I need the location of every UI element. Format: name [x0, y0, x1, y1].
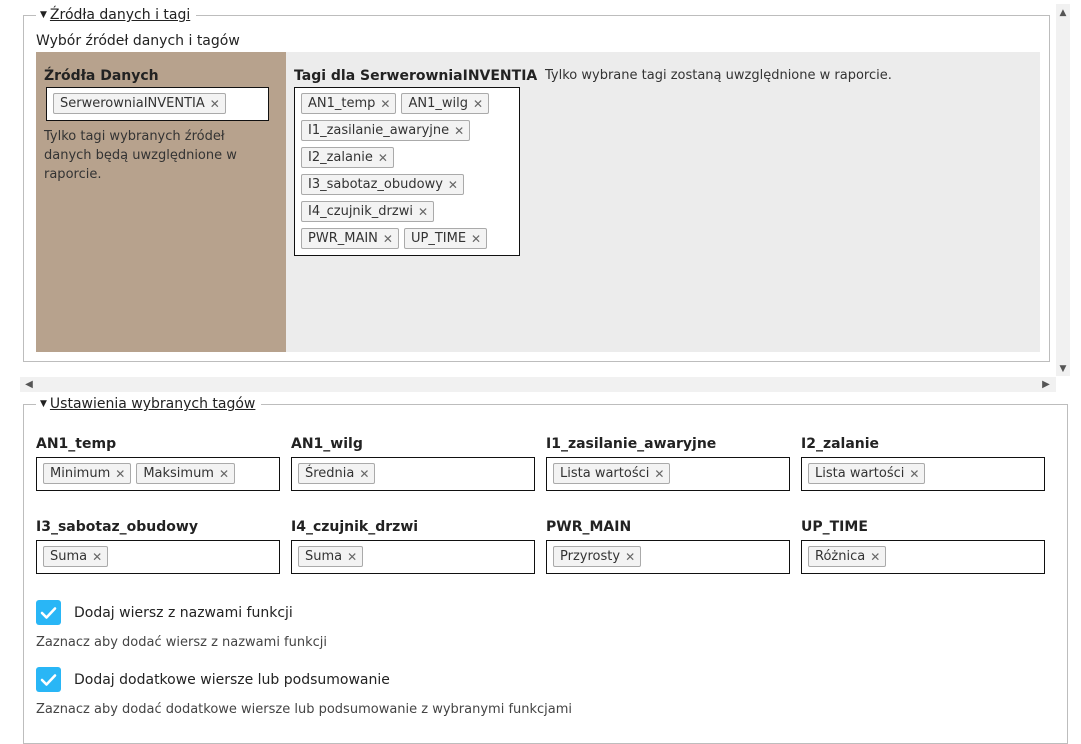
remove-icon[interactable]: ✕ — [454, 123, 465, 138]
tag-chip[interactable] — [404, 228, 487, 249]
tag-setting-name: I4_czujnik_drzwi — [291, 519, 419, 535]
summary-checkbox[interactable] — [36, 667, 61, 692]
sources-tags-panels — [36, 52, 1040, 352]
summary-description: Zaznacz aby dodać dodatkowe wiersze lub podsumowanie z wybranymi funkcjami — [36, 702, 573, 717]
source-chip[interactable] — [53, 93, 226, 114]
sources-legend[interactable] — [36, 7, 196, 23]
function-names-label[interactable]: Dodaj wiersz z nazwami funkcji — [74, 604, 293, 621]
tag-setting-pwr-main — [546, 519, 790, 574]
function-select[interactable] — [801, 457, 1045, 491]
function-select[interactable] — [36, 540, 280, 574]
tag-setting-an1-wilg — [291, 436, 535, 491]
remove-icon[interactable]: ✕ — [377, 150, 388, 165]
remove-icon[interactable]: ✕ — [218, 466, 230, 481]
tag-setting-name: I3_sabotaz_obudowy — [36, 519, 198, 535]
tag-setting-name: UP_TIME — [801, 519, 868, 535]
tag-chip[interactable] — [301, 201, 434, 222]
chip-label: Suma — [50, 549, 88, 564]
scroll-down-icon[interactable]: ▼ — [1059, 364, 1067, 374]
function-chip[interactable] — [43, 546, 108, 567]
chip-label: SerwerowniaINVENTIA — [60, 96, 205, 111]
tags-heading: Tagi dla SerwerowniaINVENTIA — [294, 68, 538, 84]
function-names-option[interactable] — [36, 600, 293, 625]
chip-label: Średnia — [305, 466, 355, 481]
function-names-checkbox[interactable] — [36, 600, 61, 625]
check-icon — [40, 606, 57, 620]
chip-label: Różnica — [815, 549, 866, 564]
tags-select[interactable] — [294, 87, 520, 256]
tag-setting-name: AN1_temp — [36, 436, 117, 452]
chip-label: Maksimum — [143, 466, 214, 481]
function-select[interactable] — [291, 540, 535, 574]
tag-setting-i4-czujnik-drzwi — [291, 519, 535, 574]
tag-setting-an1-temp — [36, 436, 280, 491]
tag-chip[interactable] — [401, 93, 489, 114]
tags-panel — [286, 52, 1040, 352]
chip-label: I3_sabotaz_obudowy — [308, 177, 443, 192]
chip-label: I1_zasilanie_awaryjne — [308, 123, 450, 138]
function-names-description: Zaznacz aby dodać wiersz z nazwami funkcji — [36, 635, 328, 650]
chip-label: Przyrosty — [560, 549, 621, 564]
caret-down-icon: ▼ — [40, 10, 47, 20]
vertical-scrollbar[interactable] — [1056, 4, 1070, 376]
tag-chip[interactable] — [301, 174, 464, 195]
scroll-right-icon[interactable]: ▶ — [1042, 379, 1050, 390]
remove-icon[interactable]: ✕ — [115, 466, 126, 481]
horizontal-scrollbar[interactable] — [20, 377, 1056, 392]
data-sources-panel — [36, 52, 286, 352]
data-sources-select[interactable] — [46, 87, 269, 121]
sources-legend-title[interactable]: Źródła danych i tagi — [49, 7, 191, 23]
remove-icon[interactable]: ✕ — [472, 96, 484, 111]
function-select[interactable] — [546, 540, 790, 574]
function-chip[interactable] — [808, 463, 925, 484]
tag-setting-name: PWR_MAIN — [546, 519, 632, 535]
function-chip[interactable] — [298, 546, 363, 567]
summary-option[interactable] — [36, 667, 390, 692]
sources-subtitle: Wybór źródeł danych i tagów — [36, 33, 240, 49]
tag-chip[interactable] — [301, 147, 394, 168]
tag-setting-i2-zalanie — [801, 436, 1045, 491]
function-chip[interactable] — [43, 463, 131, 484]
function-select[interactable] — [291, 457, 535, 491]
chip-label: Lista wartości — [815, 466, 905, 481]
chip-label: Minimum — [50, 466, 111, 481]
tag-chip[interactable] — [301, 120, 470, 141]
remove-icon[interactable]: ✕ — [654, 466, 665, 481]
remove-icon[interactable]: ✕ — [471, 231, 482, 246]
remove-icon[interactable]: ✕ — [92, 549, 103, 564]
remove-icon[interactable]: ✕ — [359, 466, 370, 481]
tag-setting-name: AN1_wilg — [291, 436, 363, 452]
tag-setting-name: I1_zasilanie_awaryjne — [546, 436, 717, 452]
tag-settings-legend[interactable] — [36, 396, 261, 412]
data-sources-heading: Źródła Danych — [44, 68, 159, 84]
tag-settings-fieldset — [23, 396, 1068, 744]
remove-icon[interactable]: ✕ — [447, 177, 458, 192]
chip-label: AN1_wilg — [408, 96, 468, 111]
function-select[interactable] — [36, 457, 280, 491]
summary-label[interactable]: Dodaj dodatkowe wiersze lub podsumowanie — [74, 671, 390, 688]
chip-label: AN1_temp — [308, 96, 376, 111]
remove-icon[interactable]: ✕ — [380, 96, 391, 111]
tag-chip[interactable] — [301, 93, 396, 114]
chip-label: Lista wartości — [560, 466, 650, 481]
tag-setting-i1-zasilanie-awaryjne — [546, 436, 790, 491]
scroll-up-icon[interactable]: ▲ — [1059, 8, 1067, 18]
tags-hint: Tylko wybrane tagi zostaną uwzględnione w raporcie. — [545, 68, 892, 83]
tag-chip[interactable] — [301, 228, 399, 249]
tag-setting-up-time — [801, 519, 1045, 574]
function-chip[interactable] — [553, 463, 670, 484]
scroll-left-icon[interactable]: ◀ — [25, 379, 33, 390]
remove-icon[interactable]: ✕ — [347, 549, 358, 564]
function-select[interactable] — [546, 457, 790, 491]
tag-setting-name: I2_zalanie — [801, 436, 880, 452]
remove-icon[interactable]: ✕ — [870, 549, 881, 564]
remove-icon[interactable]: ✕ — [417, 204, 429, 219]
chip-label: I2_zalanie — [308, 150, 373, 165]
remove-icon[interactable]: ✕ — [382, 231, 393, 246]
function-chip[interactable] — [136, 463, 235, 484]
tag-settings-legend-title[interactable]: Ustawienia wybranych tagów — [49, 396, 256, 412]
chip-label: UP_TIME — [410, 231, 467, 246]
remove-icon[interactable]: ✕ — [909, 466, 920, 481]
data-sources-hint: Tylko tagi wybranych źródeł danych będą uwzględnione w raporcie. — [44, 129, 237, 182]
chip-label: I4_czujnik_drzwi — [308, 204, 413, 219]
sources-fieldset — [23, 7, 1050, 362]
remove-icon[interactable]: ✕ — [209, 96, 220, 111]
chip-label: PWR_MAIN — [308, 231, 378, 246]
chip-label: Suma — [305, 549, 343, 564]
function-chip[interactable] — [298, 463, 375, 484]
function-chip[interactable] — [553, 546, 641, 567]
check-icon — [40, 673, 57, 687]
caret-down-icon: ▼ — [40, 399, 47, 409]
remove-icon[interactable]: ✕ — [625, 549, 636, 564]
function-select[interactable] — [801, 540, 1045, 574]
function-chip[interactable] — [808, 546, 886, 567]
tag-setting-i3-sabotaz-obudowy — [36, 519, 280, 574]
